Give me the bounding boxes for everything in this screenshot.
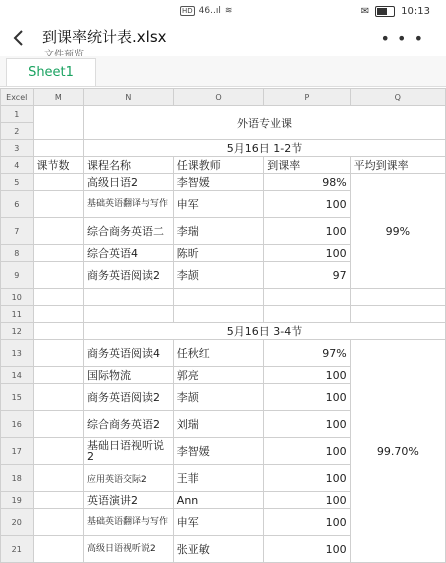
rate-cell[interactable]: 100 (264, 438, 350, 465)
cell[interactable] (173, 306, 263, 323)
rate-cell[interactable]: 100 (264, 367, 350, 384)
section-title-cell[interactable]: 5月16日 3-4节 (84, 323, 446, 340)
teacher-cell[interactable]: 郭亮 (173, 367, 263, 384)
row-number: 19 (1, 492, 34, 509)
row-number: 18 (1, 465, 34, 492)
row-number: 2 (1, 123, 34, 140)
course-cell[interactable]: 基础日语视听说2 (84, 438, 174, 465)
status-bar (0, 0, 446, 26)
rate-cell[interactable]: 100 (264, 218, 350, 245)
cell[interactable] (33, 245, 84, 262)
cell[interactable] (33, 289, 84, 306)
row-number: 7 (1, 218, 34, 245)
corner-cell: Excel (1, 89, 34, 106)
row-number: 12 (1, 323, 34, 340)
cell[interactable] (173, 289, 263, 306)
teacher-cell[interactable]: 王菲 (173, 465, 263, 492)
header-cell[interactable]: 课程名称 (84, 157, 174, 174)
teacher-cell[interactable]: 陈昕 (173, 245, 263, 262)
cell[interactable] (264, 289, 350, 306)
course-cell[interactable]: 商务英语阅读4 (84, 340, 174, 367)
course-cell[interactable]: 应用英语交际2 (84, 465, 174, 492)
cell[interactable] (350, 289, 445, 306)
clock: 10:13 (401, 6, 430, 17)
course-cell[interactable]: 综合英语4 (84, 245, 174, 262)
dept-title-cell[interactable]: 外语专业课 (84, 106, 446, 140)
teacher-cell[interactable]: 任秋红 (173, 340, 263, 367)
row-number: 5 (1, 174, 34, 191)
row-number: 6 (1, 191, 34, 218)
header-cell[interactable]: 到课率 (264, 157, 350, 174)
rate-cell[interactable]: 100 (264, 465, 350, 492)
cell[interactable] (33, 384, 84, 411)
cell[interactable] (33, 536, 84, 563)
row-number: 13 (1, 340, 34, 367)
row-number: 3 (1, 140, 34, 157)
col-header[interactable]: N (84, 89, 174, 106)
section-title-cell[interactable]: 5月16日 1-2节 (84, 140, 446, 157)
rate-cell[interactable]: 100 (264, 384, 350, 411)
cell[interactable] (33, 140, 84, 157)
cell[interactable] (33, 492, 84, 509)
rate-cell[interactable]: 100 (264, 492, 350, 509)
col-header[interactable]: Q (350, 89, 445, 106)
col-header[interactable]: M (33, 89, 84, 106)
course-cell[interactable]: 高级日语视听说2 (84, 536, 174, 563)
rate-cell[interactable]: 100 (264, 191, 350, 218)
rate-cell[interactable]: 98% (264, 174, 350, 191)
cell[interactable] (33, 323, 84, 340)
row-number: 20 (1, 509, 34, 536)
cell[interactable] (33, 340, 84, 367)
teacher-cell[interactable]: Ann (173, 492, 263, 509)
teacher-cell[interactable]: 李颉 (173, 384, 263, 411)
course-cell[interactable]: 基础英语翻译与写作 (84, 509, 174, 536)
header-cell[interactable]: 任课教师 (173, 157, 263, 174)
cell[interactable] (84, 289, 174, 306)
cell[interactable] (33, 218, 84, 245)
back-button[interactable] (12, 29, 30, 51)
rate-cell[interactable]: 100 (264, 509, 350, 536)
cell[interactable] (264, 306, 350, 323)
wifi-icon: ≋ (224, 6, 233, 16)
col-header[interactable]: O (173, 89, 263, 106)
teacher-cell[interactable]: 李颉 (173, 262, 263, 289)
course-cell[interactable]: 基础英语翻译与写作 (84, 191, 174, 218)
average-rate-cell[interactable]: 99% (350, 174, 445, 289)
course-cell[interactable]: 英语演讲2 (84, 492, 174, 509)
row-number: 10 (1, 289, 34, 306)
course-cell[interactable]: 高级日语2 (84, 174, 174, 191)
row-number: 4 (1, 157, 34, 174)
battery-icon (375, 6, 395, 17)
hd-badge-icon: HD (182, 7, 193, 15)
cell[interactable] (33, 306, 84, 323)
teacher-cell[interactable]: 李瑞 (173, 218, 263, 245)
row-number: 1 (1, 106, 34, 123)
average-rate-cell[interactable]: 99.70% (350, 340, 445, 563)
cell[interactable] (33, 438, 84, 465)
rate-cell[interactable]: 97 (264, 262, 350, 289)
app-header (0, 26, 446, 56)
header-cell[interactable]: 平均到课率 (350, 157, 445, 174)
row-number: 14 (1, 367, 34, 384)
cell[interactable] (33, 174, 84, 191)
chevron-left-icon (12, 29, 24, 47)
row-number: 11 (1, 306, 34, 323)
rate-cell[interactable]: 100 (264, 245, 350, 262)
cell[interactable] (33, 262, 84, 289)
sheet-tab[interactable]: Sheet1 (6, 58, 96, 86)
teacher-cell[interactable]: 张亚敏 (173, 536, 263, 563)
header-cell[interactable]: 课节数 (33, 157, 84, 174)
row-number: 16 (1, 411, 34, 438)
cell[interactable] (33, 106, 84, 140)
course-cell[interactable]: 综合商务英语2 (84, 411, 174, 438)
teacher-cell[interactable]: 申军 (173, 191, 263, 218)
row-number: 21 (1, 536, 34, 563)
more-dots-icon: • • • (380, 29, 424, 48)
teacher-cell[interactable]: 申军 (173, 509, 263, 536)
row-number: 15 (1, 384, 34, 411)
cell[interactable] (33, 191, 84, 218)
rate-cell[interactable]: 100 (264, 536, 350, 563)
course-cell[interactable]: 商务英语阅读2 (84, 384, 174, 411)
rate-cell[interactable]: 97% (264, 340, 350, 367)
col-header[interactable]: P (264, 89, 350, 106)
cell[interactable] (33, 465, 84, 492)
alarm-icon: ✉ (360, 6, 370, 17)
row-number: 17 (1, 438, 34, 465)
spreadsheet-grid[interactable] (0, 88, 446, 556)
teacher-cell[interactable]: 李智媛 (173, 174, 263, 191)
course-cell[interactable]: 国际物流 (84, 367, 174, 384)
cell[interactable] (33, 411, 84, 438)
signal-text: 46..ıl (198, 6, 221, 16)
signal-indicator (180, 6, 232, 16)
sheet-tab-bar (0, 56, 446, 87)
course-cell[interactable]: 商务英语阅读2 (84, 262, 174, 289)
cell[interactable] (33, 367, 84, 384)
course-cell[interactable]: 综合商务英语二 (84, 218, 174, 245)
file-title: 到课率统计表.xlsx (42, 28, 167, 46)
row-number: 9 (1, 262, 34, 289)
more-options-button[interactable] (380, 29, 424, 48)
cell[interactable] (33, 509, 84, 536)
teacher-cell[interactable]: 李智媛 (173, 438, 263, 465)
rate-cell[interactable]: 100 (264, 411, 350, 438)
cell[interactable] (84, 306, 174, 323)
cell[interactable] (350, 306, 445, 323)
row-number: 8 (1, 245, 34, 262)
teacher-cell[interactable]: 刘瑞 (173, 411, 263, 438)
